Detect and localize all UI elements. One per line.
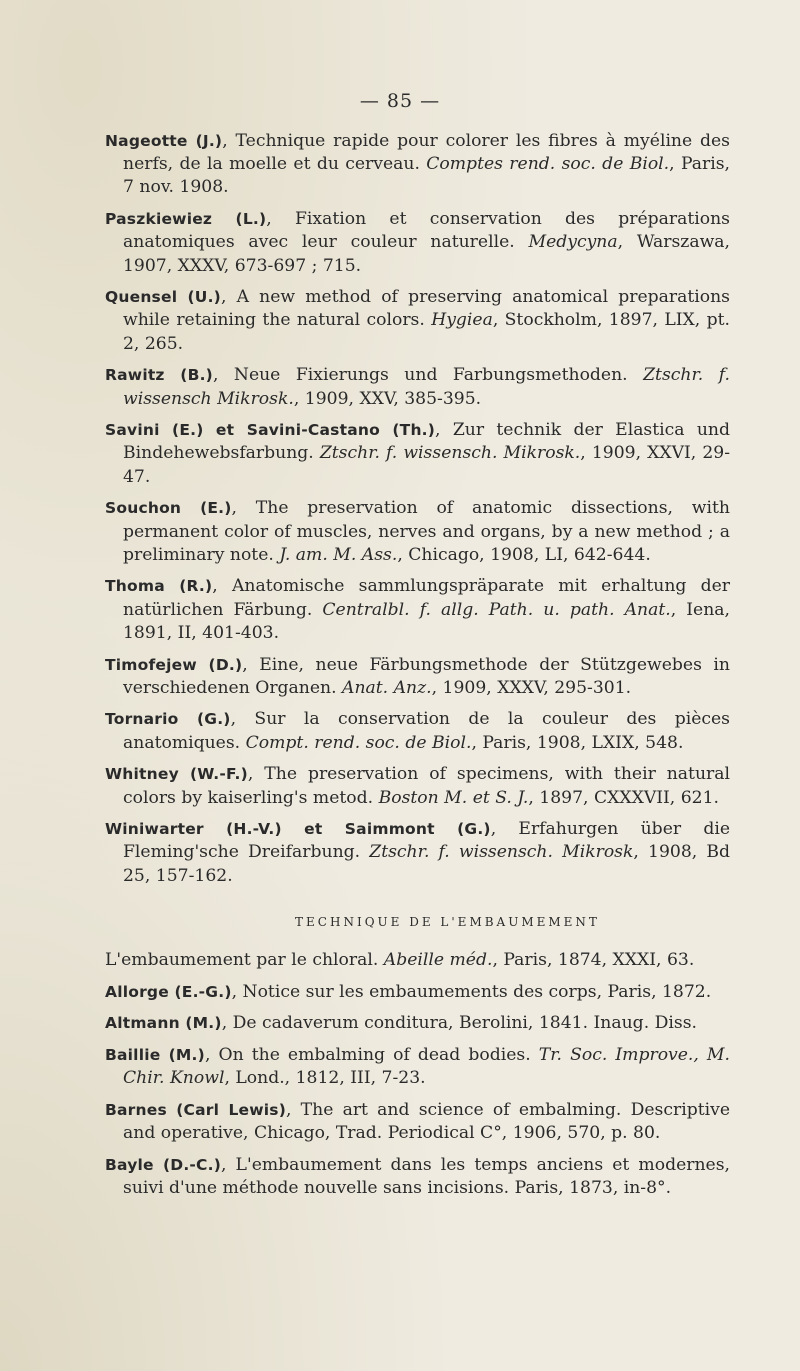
- entry-author: Barnes (Carl Lewis): [105, 1101, 286, 1120]
- bibliography-entry: [105, 575, 730, 645]
- entry-title: , L'embaumement dans les temps anciens et modernes, suivi d'une méthode nouvelle sans incisions. Paris, 1873, in-8°.: [123, 1154, 730, 1199]
- entry-author: Rawitz (B.): [105, 366, 213, 385]
- entry-title: , Notice sur les embaumements des corps, Paris, 1872.: [231, 981, 712, 1002]
- entry-journal: Abeille méd.: [383, 950, 493, 970]
- entry-author: Winiwarter (H.-V.) et Saimmont (G.): [105, 820, 491, 839]
- entry-journal: Tr. Soc. Improve., M. Chir. Knowl: [123, 1045, 730, 1089]
- bibliography-list: [105, 130, 730, 896]
- bibliography-entry: [105, 981, 730, 1004]
- entry-details: , Iena, 1891, II, 401-403.: [123, 599, 731, 643]
- entry-journal: Ztschr. f. wissensch. Mikrosk.: [319, 443, 581, 464]
- entry-author: Thoma (R.): [105, 577, 213, 596]
- bibliography-entry: [105, 130, 730, 200]
- entry-title: , A new method of preserving anatomical preparations while retaining the natural colors.: [123, 287, 731, 331]
- entry-details: , 1897, CXXXVII, 621.: [528, 787, 719, 808]
- bibliography-entry: [105, 1154, 730, 1200]
- entry-title: , Technique rapide pour colorer les fibres à myéline des nerfs, de la moelle et du cerveau.: [123, 131, 731, 175]
- entry-details: , Chicago, 1908, LI, 642-644.: [397, 544, 651, 565]
- entry-author: Souchon (E.): [105, 499, 232, 518]
- entry-title: , Erfahurgen über die Fleming'sche Dreifarbung.: [123, 819, 730, 863]
- entry-details: , Warszawa, 1907, XXXV, 673-697 ; 715.: [123, 232, 731, 276]
- entry-details: , Paris, 7 nov. 1908.: [123, 154, 731, 198]
- entry-journal: Boston M. et S. J.: [378, 787, 529, 808]
- entry-author: Whitney (W.-F.): [105, 765, 248, 784]
- entry-title: , The preservation of specimens, with their natural colors by kaiserling's metod.: [123, 764, 730, 808]
- entry-details: , 1909, XXV, 385-395.: [293, 388, 482, 409]
- section-title: TECHNIQUE DE L'EMBAUMEMENT: [295, 915, 600, 929]
- bibliography-entry: [105, 1099, 730, 1145]
- bibliography-entry: [105, 419, 730, 489]
- entry-title: , Neue Fixierungs und Farbungsmethoden.: [212, 365, 644, 386]
- entry-title: , The preservation of anatomic dissections, with permanent color of muscles, nerves and organs, by a new method ; a preliminary note.: [123, 498, 730, 565]
- entry-title: , The art and science of embalming. Descriptive and operative, Chicago, Trad. Periodical C°, 1906, 570, p. 80.: [123, 1100, 730, 1144]
- entry-author: Allorge (E.-G.): [105, 982, 232, 1001]
- bibliography-entry: [105, 364, 730, 410]
- entry-journal: Compt. rend. soc. de Biol.: [245, 732, 472, 753]
- entry-title: L'embaumement par le chloral.: [105, 950, 384, 970]
- entry-author: Baillie (M.): [105, 1046, 205, 1065]
- entry-details: , Stockholm, 1897, LIX, pt. 2, 265.: [123, 310, 730, 354]
- entry-details: , Paris, 1908, LXIX, 548.: [471, 732, 684, 753]
- entry-title: , Fixation et conservation des préparations anatomiques avec leur couleur naturelle.: [123, 209, 730, 253]
- entry-details: , 1909, XXXV, 295-301.: [431, 677, 632, 698]
- entry-journal: Ztschr. f. wissensch. Mikrosk: [369, 842, 634, 863]
- entry-author: Timofejew (D.): [105, 655, 243, 674]
- page-number: — 85 —: [359, 90, 441, 112]
- entry-details: , Lond., 1812, III, 7-23.: [224, 1068, 426, 1089]
- bibliography-entry: [105, 208, 730, 278]
- entry-title: , De cadaverum conditura, Berolini, 1841. Inaug. Diss.: [221, 1013, 697, 1034]
- bibliography-entry: [105, 497, 730, 567]
- entry-journal: Hygiea: [431, 310, 493, 331]
- bibliography-entry: [105, 1012, 730, 1035]
- entry-journal: Anat. Anz.: [342, 677, 432, 698]
- entry-author: Tornario (G.): [105, 710, 231, 729]
- entry-title: , On the embalming of dead bodies.: [204, 1045, 539, 1066]
- entry-author: Quensel (U.): [105, 288, 221, 307]
- bibliography-entry: [105, 763, 730, 809]
- entry-title: , Sur la conservation de la couleur des pièces anatomiques.: [123, 709, 731, 753]
- bibliography-entry: [105, 708, 730, 754]
- bibliography-entry: [105, 1044, 730, 1090]
- entry-author: Nageotte (J.): [105, 132, 223, 150]
- entry-details: , Paris, 1874, XXXI, 63.: [492, 950, 695, 970]
- bibliography-entry: [105, 654, 730, 700]
- entry-author: Paszkiewiez (L.): [105, 210, 267, 229]
- entry-author: Altmann (M.): [105, 1014, 222, 1033]
- entry-title: , Zur technik der Elastica und Bindehewebsfarbung.: [123, 420, 730, 464]
- entry-details: , 1909, XXVI, 29-47.: [123, 443, 730, 487]
- entry-journal: J. am. M. Ass.: [279, 544, 398, 565]
- entry-journal: Medycyna: [528, 232, 618, 253]
- bibliography-list-embalming: [105, 915, 730, 1209]
- entry-title: , Eine, neue Färbungsmethode der Stützgewebes in verschiedenen Organen.: [123, 654, 730, 698]
- entry-details: , 1908, Bd 25, 157-162.: [123, 842, 730, 886]
- bibliography-entry: [105, 949, 730, 972]
- entry-author: Bayle (D.-C.): [105, 1155, 221, 1174]
- bibliography-entry: [105, 818, 730, 888]
- entry-journal: Ztschr. f. wissensch Mikrosk.: [123, 365, 730, 409]
- entry-title: , Anatomische sammlungspräparate mit erhaltung der natürlichen Färbung.: [123, 576, 730, 620]
- entry-journal: Comptes rend. soc. de Biol.: [426, 154, 670, 175]
- entry-journal: Centralbl. f. allg. Path. u. path. Anat.: [322, 599, 671, 620]
- bibliography-entry: [105, 286, 730, 356]
- entry-author: Savini (E.) et Savini-Castano (Th.): [105, 421, 436, 440]
